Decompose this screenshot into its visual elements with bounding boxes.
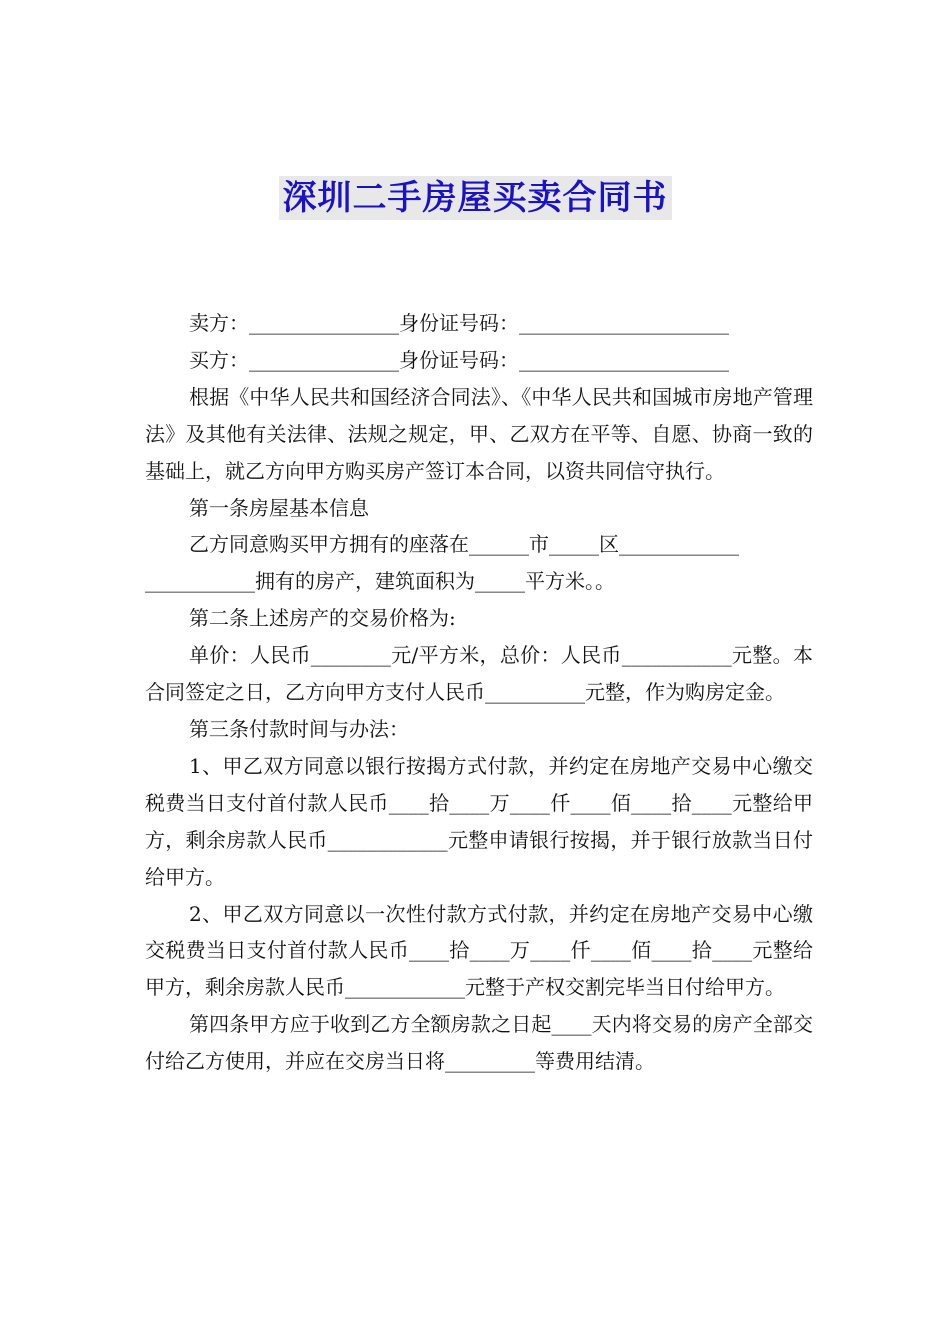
article-3-heading: 第三条付款时间与办法：: [189, 716, 409, 741]
buyer-line: 买方：_______________身份证号码：_____________________: [189, 347, 729, 372]
article-1-line-2: ___________拥有的房产，建筑面积为_____平方米。。: [145, 569, 615, 594]
title-container: [0, 176, 950, 220]
document-title: 深圳二手房屋买卖合同书: [279, 176, 672, 220]
seller-line: 卖方：_______________身份证号码：_____________________: [189, 311, 729, 335]
preamble-paragraph: 根据《中华人民共和国经济合同法》、《中华人民共和国城市房地产管理法》及其他有关法律、法规之规定，甲、乙双方在平等、自愿、协商一致的基础上，就乙方向甲方购买房产签订本合同，以资共同信守执行。: [145, 384, 813, 483]
article-2-price-paragraph: 单价：人民币________元/平方米，总价：人民币___________元整。本合同签定之日，乙方向甲方支付人民币__________元整，作为购房定金。: [145, 643, 813, 705]
article-3-option-2: 2、甲乙双方同意以一次性付款方式付款，并约定在房地产交易中心缴交税费当日支付首付款人民币____拾____万____仟____佰____拾____元整给甲方，剩余房款人民币____________元整于产权交割完毕当日付给甲方。: [145, 901, 813, 1000]
article-3-option-1: 1、甲乙双方同意以银行按揭方式付款，并约定在房地产交易中心缴交税费当日支付首付款人民币____拾____万____仟____佰____拾____元整给甲方，剩余房款人民币____________元整申请银行按揭，并于银行放款当日付给甲方。: [145, 753, 813, 889]
article-4-paragraph: 第四条甲方应于收到乙方全额房款之日起____天内将交易的房产全部交付给乙方使用，并应在交房当日将_________等费用结清。: [145, 1012, 813, 1074]
article-2-heading: 第二条上述房产的交易价格为:: [189, 606, 456, 631]
article-1-heading: 第一条房屋基本信息: [189, 495, 369, 520]
article-1-line-1: 乙方同意购买甲方拥有的座落在______市_____区____________: [189, 532, 739, 557]
document-body: [145, 305, 813, 1080]
